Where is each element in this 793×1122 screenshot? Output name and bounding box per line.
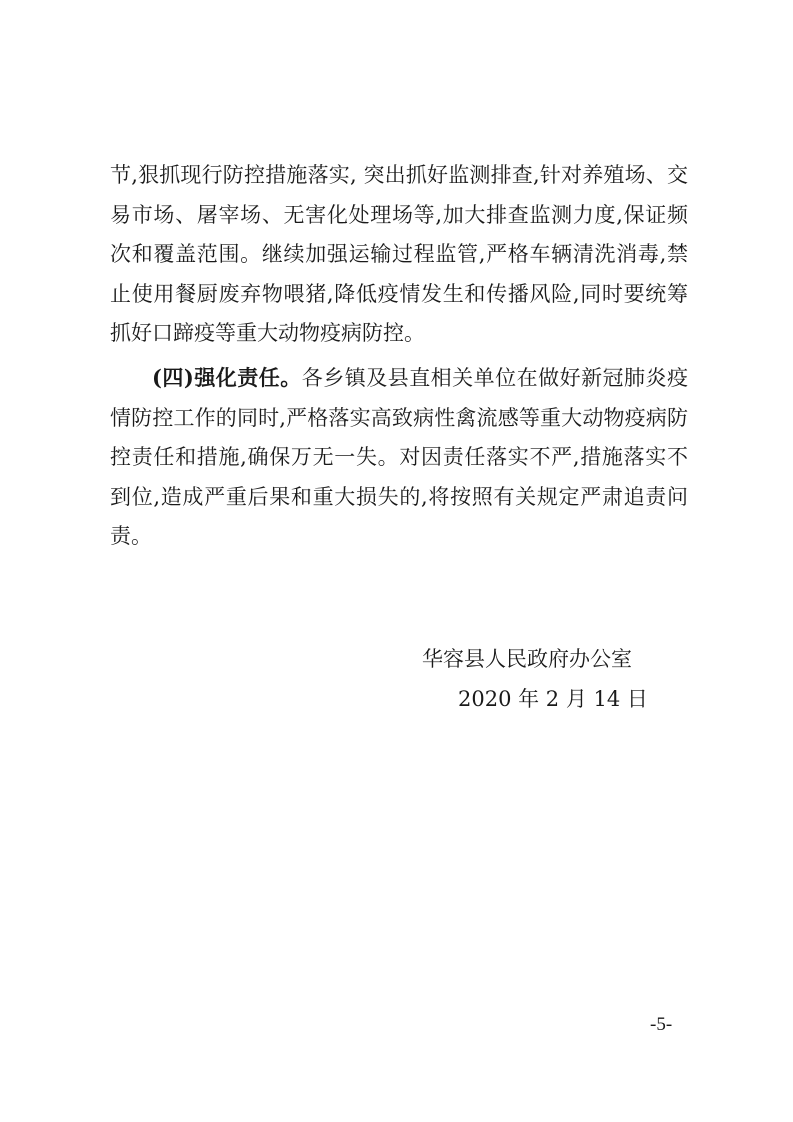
issue-date: 2020 年 2 月 14 日 <box>458 686 648 711</box>
signature-block <box>420 640 680 719</box>
body-paragraph-2 <box>110 358 688 557</box>
page-number: -5- <box>650 1014 673 1035</box>
body-paragraph-1: 节,狠抓现行防控措施落实, 突出抓好监测排查,针对养殖场、交易市场、屠宰场、无害化处理场等,加大排查监测力度,保证频次和覆盖范围。继续加强运输过程监管,严格车辆清洗消毒,禁止使用餐厨废弃物喂猪,降低疫情发生和传播风险,同时要统筹抓好口蹄疫等重大动物疫病防控。 <box>110 163 688 345</box>
section-4-text: 各乡镇及县直相关单位在做好新冠肺炎疫情防控工作的同时,严格落实高致病性禽流感等重大动物疫病防控责任和措施,确保万无一失。对因责任落实不严,措施落实不到位,造成严重后果和重大损失的,将按照有关规定严肃追责问责。 <box>110 366 689 548</box>
section-heading-4: (四)强化责任。 <box>152 365 302 390</box>
issuing-organization: 华容县人民政府办公室 <box>422 647 632 671</box>
